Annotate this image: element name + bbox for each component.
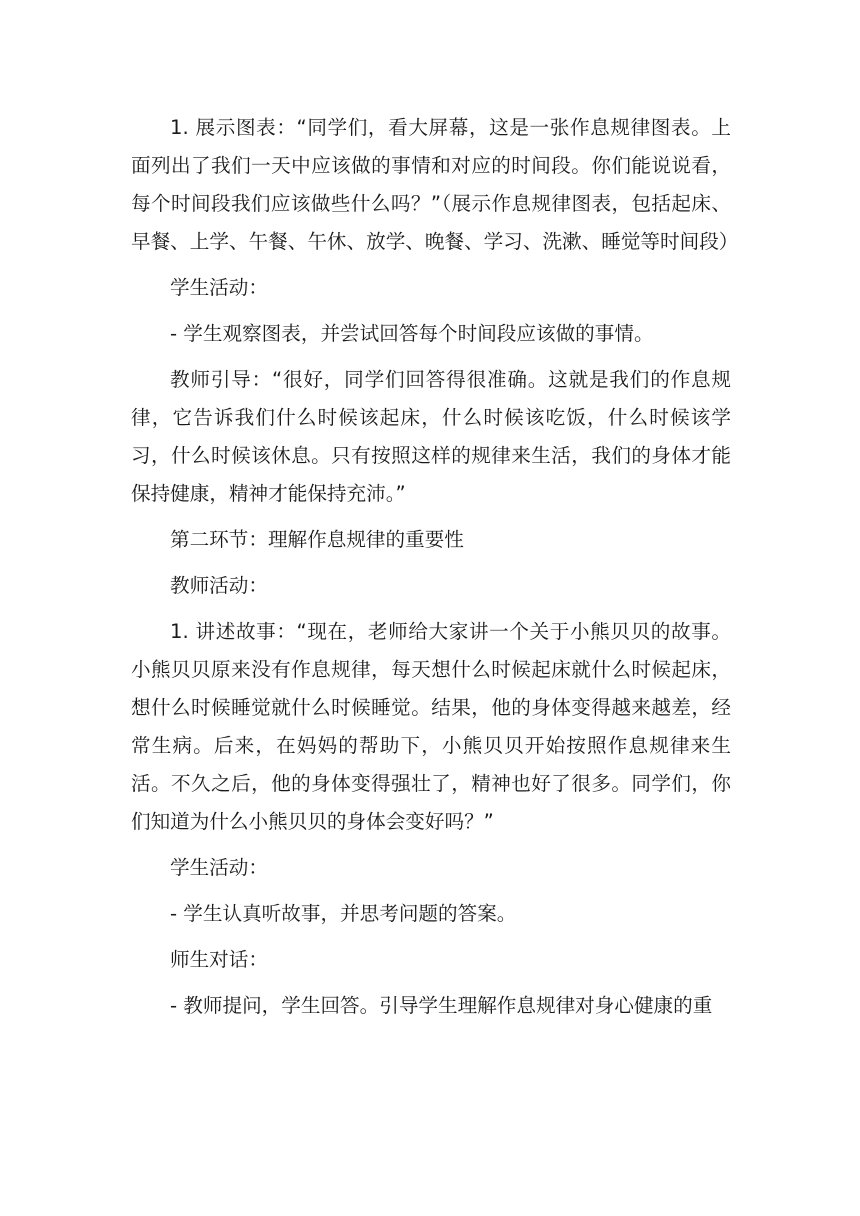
paragraph-story: 1. 讲述故事：“现在，老师给大家讲一个关于小熊贝贝的故事。小熊贝贝原来没有作息规律，每天想什么时候起床就什么时候起床，想什么时候睡觉就什么时候睡觉。结果，他的身体变得越来越差，经常生病。后来，在妈妈的帮助下，小熊贝贝开始按照作息规律来生活。不久之后，他的身体变得强壮了，精神也好了很多。同学们，你们知道为什么小熊贝贝的身体会变好吗？”	[131, 620, 731, 833]
paragraph-student-listen: - 学生认真听故事，并思考问题的答案。	[170, 902, 517, 925]
paragraph-teacher-question: - 教师提问，学生回答。引导学生理解作息规律对身心健康的重	[170, 994, 713, 1017]
paragraph-teacher-activity-label: 教师活动：	[170, 574, 268, 597]
paragraph-chart-display: 1. 展示图表：“同学们，看大屏幕，这是一张作息规律图表。上面列出了我们一天中应该做的事情和对应的时间段。你们能说说看，每个时间段我们应该做些什么吗？”（展示作息规律图表，包括起床、早餐、上学、午餐、午休、放学、晚餐、学习、洗漱、睡觉等时间段）	[131, 116, 739, 253]
document-body	[131, 109, 739, 1033]
paragraph-student-observe: - 学生观察图表，并尝试回答每个时间段应该做的事情。	[170, 322, 654, 345]
paragraph-student-activity-label-2: 学生活动：	[170, 856, 268, 879]
paragraph-section-two-heading: 第二环节：理解作息规律的重要性	[170, 528, 464, 551]
paragraph-teacher-guidance: 教师引导：“很好，同学们回答得很准确。这就是我们的作息规律，它告诉我们什么时候该起床，什么时候该吃饭，什么时候该学习，什么时候该休息。只有按照这样的规律来生活，我们的身体才能保持健康，精神才能保持充沛。”	[131, 368, 731, 505]
paragraph-dialogue-label: 师生对话：	[170, 948, 268, 971]
paragraph-student-activity-label: 学生活动：	[170, 276, 268, 299]
